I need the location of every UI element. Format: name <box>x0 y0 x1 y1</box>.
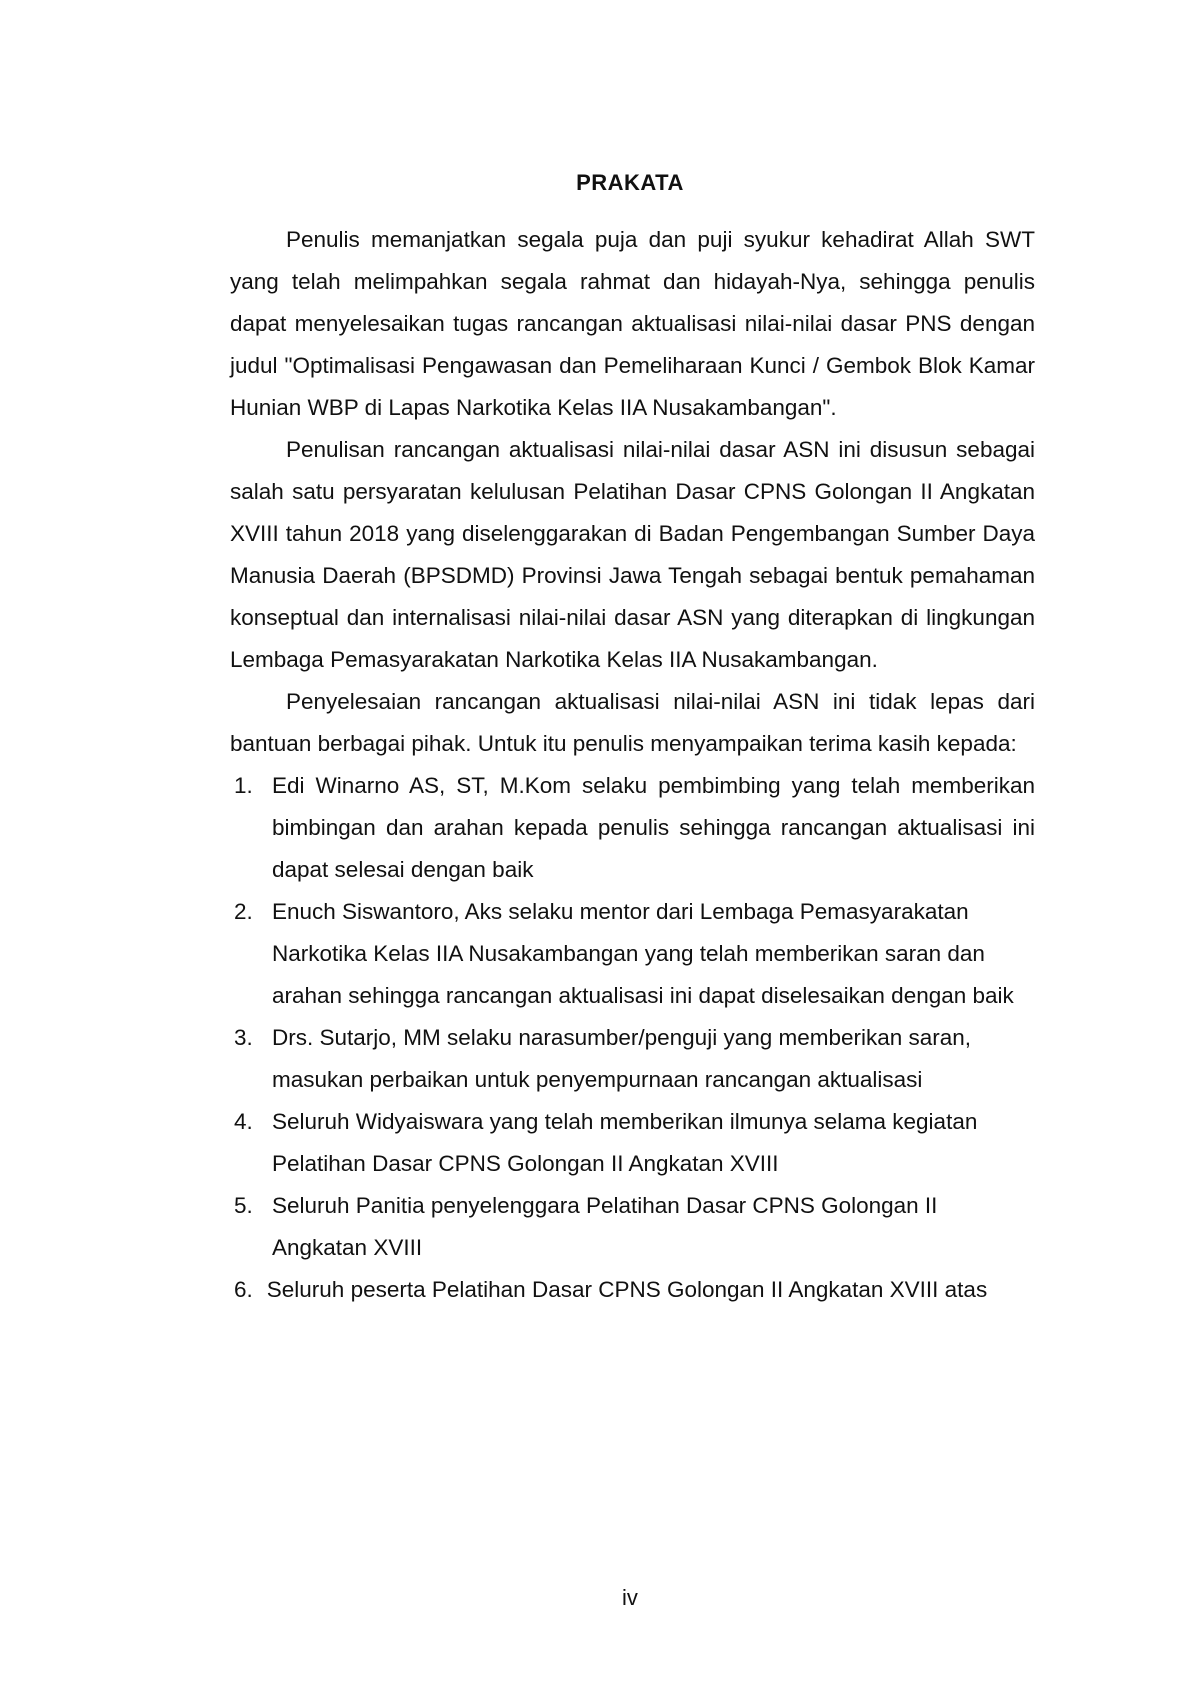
list-item-text: Edi Winarno AS, ST, M.Kom selaku pembimbing yang telah memberikan bimbingan dan arahan kepada penulis sehingga rancangan aktualisasi ini dapat selesai dengan baik <box>272 773 1035 882</box>
paragraph: Penulis memanjatkan segala puja dan puji syukur kehadirat Allah SWT yang telah melimpahkan segala rahmat dan hidayah-Nya, sehingga penulis dapat menyelesaikan tugas rancangan aktualisasi nilai-nilai dasar PNS dengan judul "Optimalisasi Pengawasan dan Pemeliharaan Kunci / Gembok Blok Kamar Hunian WBP di Lapas Narkotika Kelas IIA Nusakambangan". <box>230 227 1035 420</box>
document-body <box>230 219 1035 1311</box>
list-item-number: 4. <box>234 1109 253 1134</box>
list-item <box>230 765 1035 891</box>
list-item-text: Seluruh Panitia penyelenggara Pelatihan Dasar CPNS Golongan II Angkatan XVIII <box>272 1193 938 1260</box>
page-number: iv <box>622 1585 638 1610</box>
list-item <box>230 1101 1035 1185</box>
paragraph: Penulisan rancangan aktualisasi nilai-nilai dasar ASN ini disusun sebagai salah satu persyaratan kelulusan Pelatihan Dasar CPNS Golongan II Angkatan XVIII tahun 2018 yang diselenggarakan di Badan Pengembangan Sumber Daya Manusia Daerah (BPSDMD) Provinsi Jawa Tengah sebagai bentuk pemahaman konseptual dan internalisasi nilai-nilai dasar ASN yang diterapkan di lingkungan Lembaga Pemasyarakatan Narkotika Kelas IIA Nusakambangan. <box>230 437 1035 672</box>
list-item-text: Enuch Siswantoro, Aks selaku mentor dari Lembaga Pemasyarakatan Narkotika Kelas IIA Nusakambangan yang telah memberikan saran dan arahan sehingga rancangan aktualisasi ini dapat diselesaikan dengan baik <box>272 899 1014 1008</box>
list-item-text: Drs. Sutarjo, MM selaku narasumber/penguji yang memberikan saran, masukan perbaikan untuk penyempurnaan rancangan aktualisasi <box>272 1025 972 1092</box>
list-item-number: 5. <box>234 1193 253 1218</box>
list-item-number: 3. <box>234 1025 253 1050</box>
list-item <box>230 1017 1035 1101</box>
page-title: PRAKATA <box>576 170 684 195</box>
list-item-number: 1. <box>234 773 253 798</box>
paragraph: Penyelesaian rancangan aktualisasi nilai-nilai ASN ini tidak lepas dari bantuan berbagai pihak. Untuk itu penulis menyampaikan terima kasih kepada: <box>230 689 1035 756</box>
list-item-number: 6. <box>234 1277 253 1302</box>
list-item <box>230 1269 1035 1311</box>
list-item <box>230 891 1035 1017</box>
list-item-text: Seluruh Widyaiswara yang telah memberikan ilmunya selama kegiatan Pelatihan Dasar CPNS Golongan II Angkatan XVIII <box>272 1109 978 1176</box>
list-item <box>230 1185 1035 1269</box>
acknowledgement-list <box>230 765 1035 1311</box>
list-item-text: Seluruh peserta Pelatihan Dasar CPNS Golongan II Angkatan XVIII atas <box>266 1277 988 1302</box>
list-item-number: 2. <box>234 899 253 924</box>
